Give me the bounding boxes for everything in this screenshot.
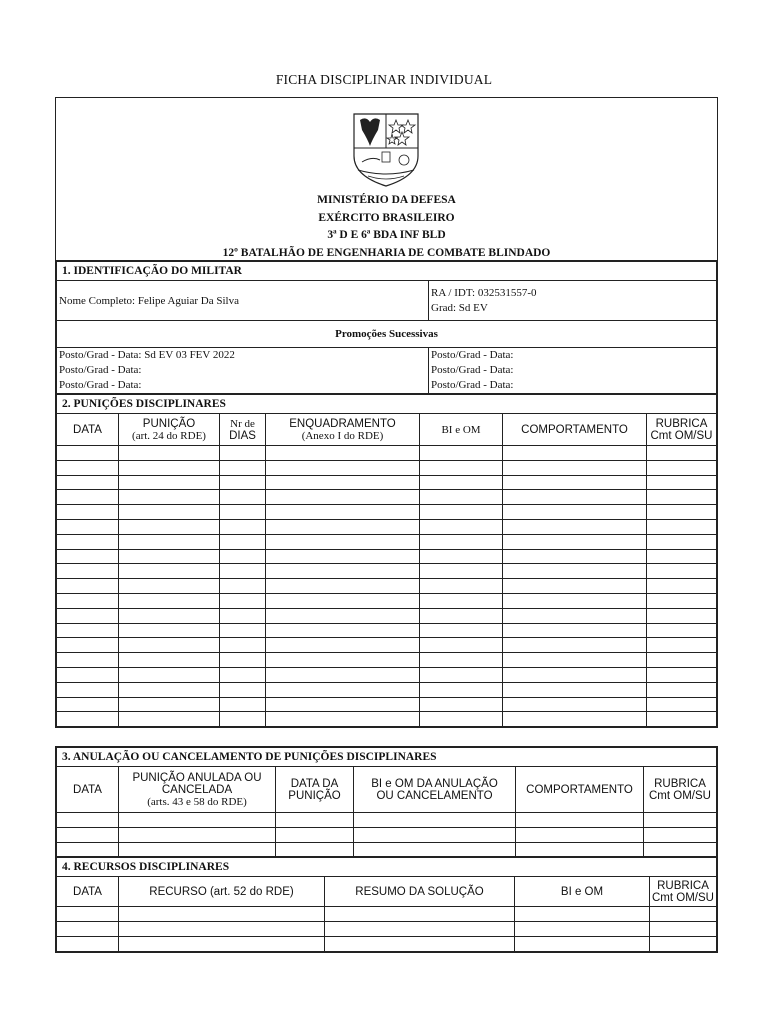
section-3-title: 3. ANULAÇÃO OU CANCELAMENTO DE PUNIÇÕES DISCIPLINARES (57, 748, 717, 767)
table-cell (503, 697, 647, 712)
table-cell (276, 827, 354, 842)
table-cell (420, 505, 503, 520)
table-cell (647, 608, 717, 623)
table-cell (220, 564, 266, 579)
table-cell (503, 564, 647, 579)
table-cell (644, 827, 717, 842)
table-cell (57, 936, 119, 951)
table-cell (220, 534, 266, 549)
table-cell (647, 579, 717, 594)
table-cell (420, 460, 503, 475)
table-cell (57, 549, 119, 564)
table-cell (57, 653, 119, 668)
header-line-army: EXÉRCITO BRASILEIRO (318, 211, 455, 224)
table-cell (266, 475, 420, 490)
table-cell (220, 446, 266, 461)
table-cell (220, 490, 266, 505)
table-cell (119, 623, 220, 638)
col3-punicao-1: PUNIÇÃO ANULADA OU (132, 771, 262, 784)
table-cell (266, 712, 420, 727)
table-cell (220, 593, 266, 608)
promotion-right-1: Posto/Grad - Data: (431, 349, 514, 361)
table-cell (420, 564, 503, 579)
table-cell (503, 653, 647, 668)
table-cell (57, 907, 119, 922)
section-4-title: 4. RECURSOS DISCIPLINARES (57, 858, 717, 877)
promotion-right-3: Posto/Grad - Data: (431, 379, 514, 391)
table-cell (325, 922, 515, 937)
table-cell (119, 813, 276, 828)
table-row (57, 842, 717, 857)
table-cell (266, 653, 420, 668)
table-cell (119, 907, 325, 922)
document-title: FICHA DISCIPLINAR INDIVIDUAL (275, 72, 493, 87)
table-cell (266, 564, 420, 579)
promotions-title: Promoções Sucessivas (57, 321, 717, 348)
table-cell (276, 842, 354, 857)
table-cell (266, 460, 420, 475)
col3-punicao-2: CANCELADA (161, 783, 233, 796)
table-cell (503, 505, 647, 520)
table-cell (220, 519, 266, 534)
col4-bi-om: BI e OM (515, 877, 650, 907)
table-cell (119, 827, 276, 842)
table-cell (57, 922, 119, 937)
table-cell (503, 712, 647, 727)
table-cell (220, 579, 266, 594)
section-1-title: 1. IDENTIFICAÇÃO DO MILITAR (57, 262, 717, 281)
table-row (57, 712, 717, 727)
table-cell (57, 623, 119, 638)
table-cell (266, 593, 420, 608)
table-cell (119, 638, 220, 653)
table-row (57, 579, 717, 594)
table-cell (503, 519, 647, 534)
table-cell (420, 490, 503, 505)
table-cell (647, 505, 717, 520)
table-cell (647, 682, 717, 697)
army-coat-of-arms-icon (348, 110, 424, 190)
table-row (57, 623, 717, 638)
table-cell (503, 475, 647, 490)
table-cell (220, 697, 266, 712)
col3-punicao-sub: (arts. 43 e 58 do RDE) (147, 795, 247, 808)
table-cell (503, 490, 647, 505)
col4-rubrica-cmt: Cmt OM/SU (652, 891, 714, 904)
col4-resumo: RESUMO DA SOLUÇÃO (325, 877, 515, 907)
table-cell (266, 534, 420, 549)
table-cell (119, 593, 220, 608)
table-cell (57, 446, 119, 461)
table-cell (57, 842, 119, 857)
main-form-box (55, 97, 718, 728)
table-cell (57, 460, 119, 475)
col3-data-punicao-2: PUNIÇÃO (288, 789, 341, 802)
table-row (57, 827, 717, 842)
table-cell (647, 564, 717, 579)
table-cell (220, 475, 266, 490)
table-cell (516, 813, 644, 828)
table-cell (420, 549, 503, 564)
table-cell (420, 534, 503, 549)
table-cell (220, 608, 266, 623)
header-line-ministry: MINISTÉRIO DA DEFESA (317, 194, 456, 206)
table-cell (57, 608, 119, 623)
ra-idt-field: RA / IDT: 032531557-0 (431, 286, 537, 299)
table-cell (119, 490, 220, 505)
table-cell (266, 579, 420, 594)
table-cell (503, 682, 647, 697)
table-cell (119, 564, 220, 579)
table-cell (354, 842, 516, 857)
table-row (57, 534, 717, 549)
table-cell (420, 623, 503, 638)
col3-rubrica-cmt: Cmt OM/SU (649, 789, 711, 802)
full-name-field: Nome Completo: Felipe Aguiar Da Silva (57, 281, 429, 321)
table-cell (57, 534, 119, 549)
col3-bi-om-2: OU CANCELAMENTO (376, 789, 493, 802)
table-cell (354, 827, 516, 842)
table-cell (354, 813, 516, 828)
table-cell (57, 638, 119, 653)
table-row (57, 564, 717, 579)
table-cell (503, 460, 647, 475)
table-cell (420, 579, 503, 594)
table-cell (220, 712, 266, 727)
table-cell (647, 697, 717, 712)
table-cell (220, 505, 266, 520)
grad-field: Grad: Sd EV (431, 301, 488, 314)
col3-rubrica: RUBRICA (654, 777, 706, 790)
table-cell (276, 813, 354, 828)
table-cell (266, 638, 420, 653)
col4-recurso: RECURSO (art. 52 do RDE) (119, 877, 325, 907)
table-cell (266, 608, 420, 623)
table-cell (57, 564, 119, 579)
table-cell (57, 827, 119, 842)
table-row (57, 667, 717, 682)
table-cell (119, 608, 220, 623)
table-cell (420, 475, 503, 490)
col3-bi-om-1: BI e OM DA ANULAÇÃO (371, 777, 498, 790)
table-cell (119, 475, 220, 490)
table-cell (647, 653, 717, 668)
table-cell (503, 549, 647, 564)
table-cell (119, 549, 220, 564)
table-cell (503, 446, 647, 461)
table-cell (420, 653, 503, 668)
table-row (57, 682, 717, 697)
table-cell (647, 475, 717, 490)
table-cell (650, 907, 717, 922)
header-line-brigade: 3ª D E 6ª BDA INF BLD (327, 229, 446, 241)
table-cell (420, 712, 503, 727)
table-cell (515, 922, 650, 937)
table-cell (220, 623, 266, 638)
col-rubrica-cmt: Cmt OM/SU (650, 429, 713, 442)
table-cell (266, 519, 420, 534)
table-row (57, 813, 717, 828)
col-punicao-sub: (art. 24 do RDE) (132, 429, 206, 442)
table-row (57, 549, 717, 564)
table-cell (420, 519, 503, 534)
table-cell (119, 712, 220, 727)
promotion-left-3: Posto/Grad - Data: (59, 379, 142, 391)
table-cell (644, 842, 717, 857)
table-row (57, 907, 717, 922)
table-row (57, 653, 717, 668)
table-row (57, 490, 717, 505)
col-nr: Nr de (230, 417, 255, 430)
table-cell (57, 697, 119, 712)
col-enquadramento: ENQUADRAMENTO (289, 417, 396, 430)
table-cell (503, 667, 647, 682)
table-cell (119, 667, 220, 682)
table-cell (420, 446, 503, 461)
table-cell (266, 505, 420, 520)
table-cell (516, 827, 644, 842)
table-cell (119, 579, 220, 594)
table-cell (266, 697, 420, 712)
table-cell (266, 549, 420, 564)
table-cell (647, 460, 717, 475)
table-cell (57, 813, 119, 828)
table-cell (57, 579, 119, 594)
table-cell (119, 842, 276, 857)
col3-data: DATA (57, 767, 119, 813)
header-line-battalion: 12º BATALHÃO DE ENGENHARIA DE COMBATE BLINDADO (222, 246, 551, 259)
recourse-table (56, 857, 717, 951)
table-cell (420, 593, 503, 608)
col3-comportamento: COMPORTAMENTO (516, 767, 644, 813)
table-row (57, 446, 717, 461)
table-cell (119, 505, 220, 520)
table-row (57, 922, 717, 937)
table-cell (325, 907, 515, 922)
table-cell (647, 667, 717, 682)
table-cell (119, 446, 220, 461)
punishments-table (56, 394, 717, 727)
table-cell (266, 667, 420, 682)
table-cell (515, 907, 650, 922)
col4-rubrica: RUBRICA (657, 879, 709, 892)
table-row (57, 638, 717, 653)
table-row (57, 593, 717, 608)
table-cell (503, 638, 647, 653)
table-cell (220, 682, 266, 697)
table-cell (119, 519, 220, 534)
table-cell (647, 519, 717, 534)
table-cell (57, 712, 119, 727)
table-cell (266, 623, 420, 638)
table-cell (266, 490, 420, 505)
table-row (57, 936, 717, 951)
table-cell (119, 653, 220, 668)
table-cell (220, 638, 266, 653)
table-cell (220, 667, 266, 682)
table-cell (220, 460, 266, 475)
table-cell (503, 608, 647, 623)
table-cell (325, 936, 515, 951)
table-cell (57, 490, 119, 505)
table-cell (420, 638, 503, 653)
section-2-title: 2. PUNIÇÕES DISCIPLINARES (57, 395, 717, 414)
col-rubrica: RUBRICA (655, 417, 708, 430)
table-row (57, 505, 717, 520)
col-enquadramento-sub: (Anexo I do RDE) (301, 429, 384, 442)
table-cell (420, 667, 503, 682)
table-cell (220, 549, 266, 564)
table-cell (266, 446, 420, 461)
table-cell (119, 460, 220, 475)
table-cell (420, 608, 503, 623)
table-cell (420, 682, 503, 697)
annulment-recourse-box (55, 746, 718, 953)
table-cell (503, 579, 647, 594)
col-bi-om: BI e OM (441, 423, 481, 436)
table-cell (647, 593, 717, 608)
table-cell (57, 667, 119, 682)
col-data: DATA (57, 414, 119, 446)
table-row (57, 475, 717, 490)
table-cell (647, 638, 717, 653)
table-cell (503, 593, 647, 608)
table-cell (647, 534, 717, 549)
table-cell (650, 922, 717, 937)
table-cell (119, 697, 220, 712)
table-cell (266, 682, 420, 697)
table-cell (119, 534, 220, 549)
table-cell (516, 842, 644, 857)
table-cell (647, 490, 717, 505)
table-cell (420, 697, 503, 712)
col4-data: DATA (57, 877, 119, 907)
promotion-right-2: Posto/Grad - Data: (431, 364, 514, 376)
table-cell (503, 534, 647, 549)
table-cell (647, 549, 717, 564)
table-cell (57, 475, 119, 490)
table-cell (119, 936, 325, 951)
promotion-left-1: Posto/Grad - Data: Sd EV 03 FEV 2022 (59, 349, 235, 361)
table-row (57, 697, 717, 712)
table-row (57, 460, 717, 475)
table-cell (647, 623, 717, 638)
col-dias: DIAS (229, 429, 256, 442)
promotion-left-2: Posto/Grad - Data: (59, 364, 142, 376)
col-comportamento: COMPORTAMENTO (503, 414, 647, 446)
table-cell (644, 813, 717, 828)
table-cell (119, 682, 220, 697)
identification-table (56, 261, 717, 394)
table-cell (57, 682, 119, 697)
col3-data-punicao-1: DATA DA (290, 777, 339, 790)
table-cell (220, 653, 266, 668)
table-cell (57, 505, 119, 520)
col-punicao: PUNIÇÃO (142, 417, 196, 430)
table-row (57, 519, 717, 534)
table-cell (650, 936, 717, 951)
table-cell (647, 446, 717, 461)
table-cell (57, 593, 119, 608)
table-row (57, 608, 717, 623)
table-cell (503, 623, 647, 638)
table-cell (647, 712, 717, 727)
table-cell (119, 922, 325, 937)
institution-header (56, 98, 717, 261)
table-cell (57, 519, 119, 534)
table-cell (515, 936, 650, 951)
annulment-table (56, 747, 717, 857)
